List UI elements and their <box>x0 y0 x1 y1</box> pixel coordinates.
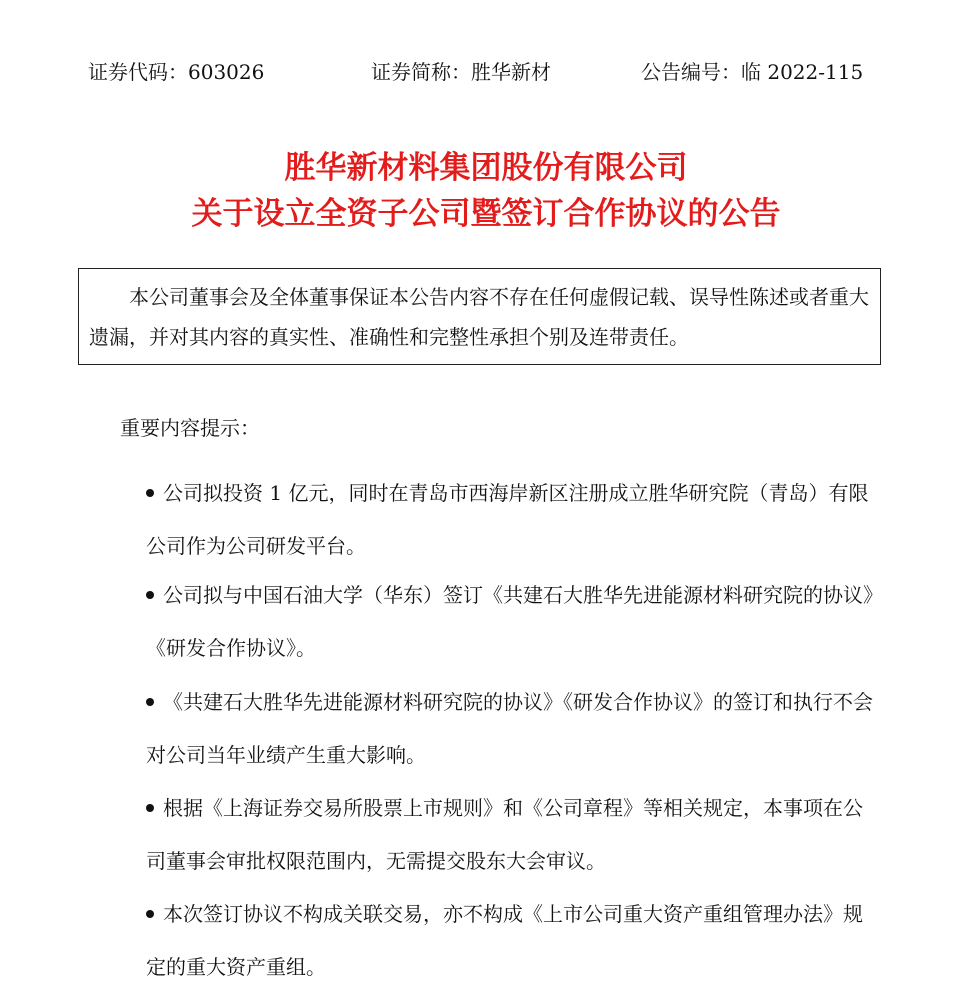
bullet-icon <box>146 489 154 497</box>
tip-item <box>146 467 876 573</box>
tip-item <box>146 782 876 888</box>
board-statement-box <box>78 268 881 365</box>
bullet-icon <box>146 591 154 599</box>
security-abbreviation: 证券简称：胜华新材 <box>371 60 551 84</box>
bullet-icon <box>146 910 154 918</box>
tip-text: 公司拟与中国石油大学（华东）签订《共建石大胜华先进能源材料研究院的协议》《研发合作协议》。 <box>146 583 873 660</box>
tip-item <box>146 569 876 675</box>
board-statement: 本公司董事会及全体董事保证本公告内容不存在任何虚假记载、误导性陈述或者重大遗漏，并对其内容的真实性、准确性和完整性承担个别及连带责任。 <box>89 285 869 349</box>
tip-text: 公司拟投资 1 亿元，同时在青岛市西海岸新区注册成立胜华研究院（青岛）有限公司作为公司研发平台。 <box>146 481 869 558</box>
important-tips-label: 重要内容提示： <box>120 416 260 440</box>
security-code: 证券代码：603026 <box>88 60 265 84</box>
tip-item <box>146 676 876 782</box>
document-title-line-1: 胜华新材料集团股份有限公司 <box>284 150 688 186</box>
bullet-icon <box>146 804 154 812</box>
document-title-line-2: 关于设立全资子公司暨签订合作协议的公告 <box>191 196 781 232</box>
tip-item <box>146 888 876 994</box>
tip-text: 根据《上海证券交易所股票上市规则》和《公司章程》等相关规定，本事项在公司董事会审批权限范围内，无需提交股东大会审议。 <box>146 796 863 873</box>
bullet-icon <box>146 698 154 706</box>
tip-text: 《共建石大胜华先进能源材料研究院的协议》《研发合作协议》的签订和执行不会对公司当年业绩产生重大影响。 <box>146 690 873 767</box>
announcement-number: 公告编号：临 2022-115 <box>641 60 864 84</box>
tip-text: 本次签订协议不构成关联交易，亦不构成《上市公司重大资产重组管理办法》规定的重大资产重组。 <box>146 902 863 979</box>
